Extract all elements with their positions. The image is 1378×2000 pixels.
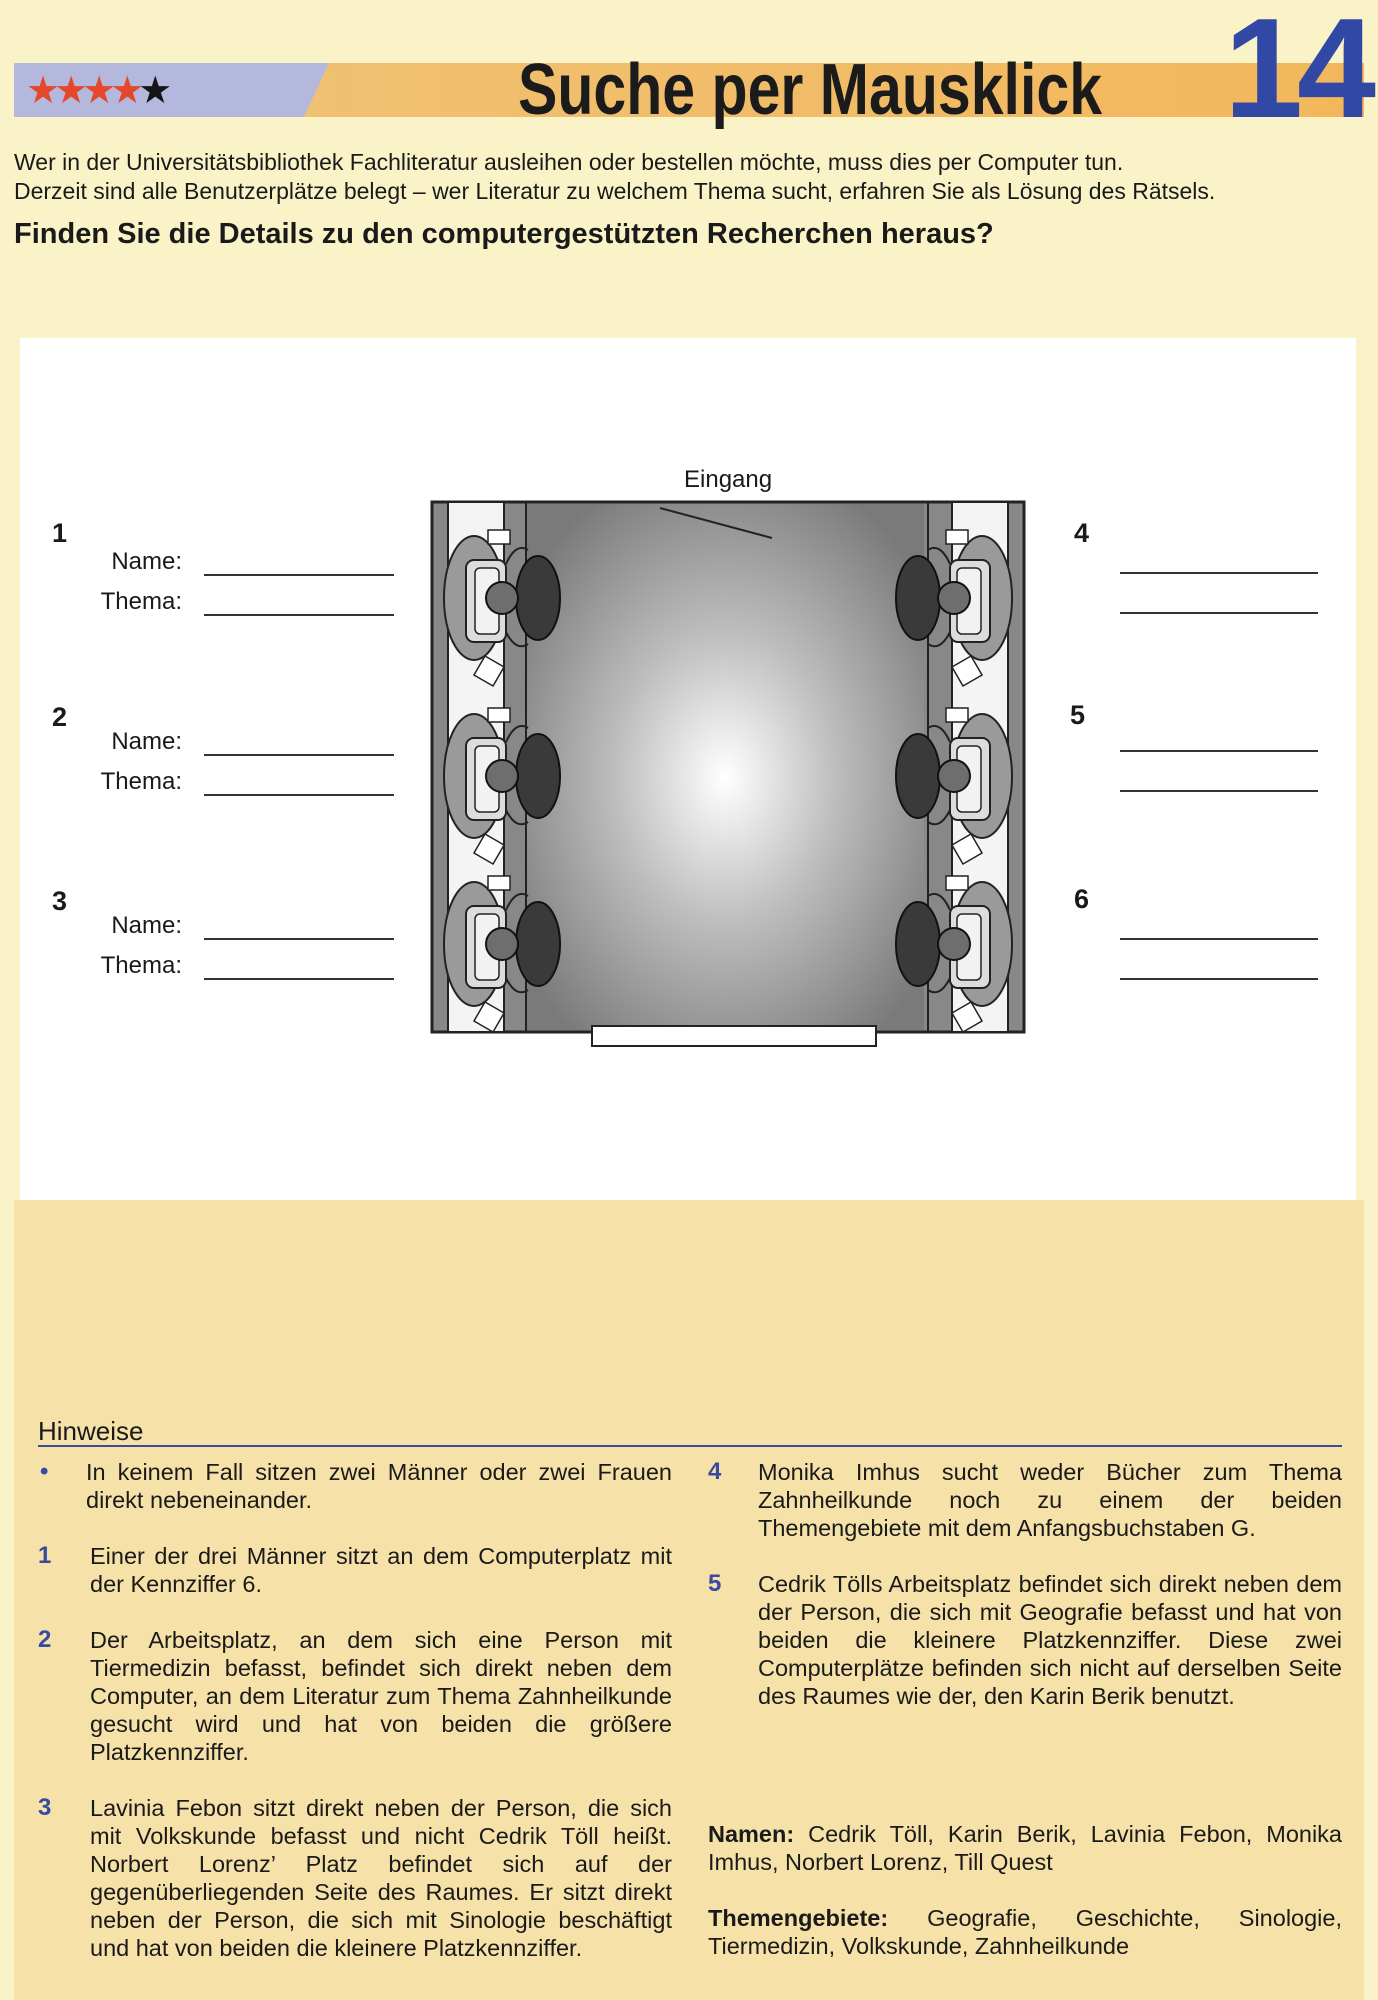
topic-label-3: Thema: [100, 952, 182, 979]
name-answer-line-4[interactable] [1120, 572, 1318, 574]
seat-number-1: 1 [52, 518, 68, 548]
hint-number-2: 2 [38, 1626, 52, 1653]
page-number: 14 [1224, 0, 1370, 148]
topic-answer-line-2[interactable] [204, 794, 394, 796]
topics-list [708, 1904, 1342, 1960]
star-icon: ★ [138, 68, 167, 112]
hint-text-3: Lavinia Febon sitzt direkt neben der Person, die sich mit Volkskunde befasst und nicht Cedrik Töll heißt. Norbert Lorenz’ Platz befindet sich auf der gegenüberliegenden Seite des Raumes. Er sitzt direkt neben der Person, die sich mit Sinologie beschäftigt und hat von beiden die kleinere Platzkennziffer. [90, 1795, 672, 1961]
seat-number-5: 5 [1070, 700, 1086, 730]
seat-number-2: 2 [52, 702, 68, 732]
entrance-label: Eingang [684, 466, 773, 493]
hint-number-4: 4 [708, 1458, 722, 1485]
hints-divider [38, 1445, 1342, 1447]
hint-number-3: 3 [38, 1794, 52, 1821]
seat-number-3: 3 [52, 886, 68, 916]
hint-bullet-icon: • [40, 1458, 49, 1485]
topic-label-1: Thema: [100, 588, 182, 615]
hint-number-5: 5 [708, 1570, 722, 1597]
hint-text-2: Der Arbeitsplatz, an dem sich eine Person mit Tiermedizin befasst, befindet sich direkt neben dem Computer, an dem Literatur zum Thema Zahnheilkunde gesucht wird und hat von beiden die größere Platzkennziffer. [90, 1627, 672, 1765]
topic-answer-line-5[interactable] [1120, 790, 1318, 792]
hint-text-5: Cedrik Tölls Arbeitsplatz befindet sich direkt neben dem der Person, die sich mit Geografie befasst und hat von beiden die kleinere Platzkennziffer. Diese zwei Computerplätze befinden sich nicht auf derselben Seite des Raumes wie der, den Karin Berik benutzt. [758, 1571, 1342, 1709]
page-title: Suche per Mausklick [517, 50, 1103, 130]
topic-answer-line-3[interactable] [204, 978, 394, 980]
topic-label-2: Thema: [100, 768, 182, 795]
name-answer-line-3[interactable] [204, 938, 394, 940]
name-label-2: Name: [111, 728, 182, 755]
name-answer-line-5[interactable] [1120, 750, 1318, 752]
name-label-1: Name: [111, 548, 182, 575]
hint-general: In keinem Fall sitzen zwei Männer oder zwei Frauen direkt nebeneinander. [86, 1459, 672, 1513]
puzzle-question: Finden Sie die Details zu den computergestützten Recherchen heraus? [14, 218, 994, 250]
name-answer-line-6[interactable] [1120, 938, 1318, 940]
intro-line-2: Derzeit sind alle Benutzerplätze belegt – wer Literatur zu welchem Thema sucht, erfahren Sie als Lösung des Rätsels. [14, 178, 1216, 204]
topic-answer-line-4[interactable] [1120, 612, 1318, 614]
names-value: Cedrik Töll, Karin Berik, Lavinia Febon, Monika Imhus, Norbert Lorenz, Till Quest [708, 1821, 1343, 1875]
hint-number-1: 1 [38, 1542, 52, 1569]
topic-answer-line-1[interactable] [204, 614, 394, 616]
room-floorplan [430, 500, 1030, 1055]
topic-answer-line-6[interactable] [1120, 978, 1318, 980]
hints-heading: Hinweise [38, 1416, 144, 1446]
difficulty-stars [26, 70, 166, 110]
seat-number-4: 4 [1074, 518, 1090, 548]
name-label-3: Name: [111, 912, 182, 939]
hint-text-4: Monika Imhus sucht weder Bücher zum Thema Zahnheilkunde noch zu einem der beiden Themengebiete mit dem Anfangsbuchstaben G. [758, 1459, 1342, 1541]
star-icon: ★★★★ [26, 68, 139, 112]
seat-number-6: 6 [1074, 884, 1090, 914]
names-label: Namen: [708, 1821, 795, 1847]
topics-value: Geografie, Geschichte, Sinologie, Tiermedizin, Volkskunde, Zahnheilkunde [708, 1905, 1342, 1959]
name-answer-line-1[interactable] [204, 574, 394, 576]
name-answer-line-2[interactable] [204, 754, 394, 756]
intro-line-1: Wer in der Universitätsbibliothek Fachliteratur ausleihen oder bestellen möchte, muss dies per Computer tun. [14, 149, 1124, 175]
names-list [708, 1820, 1342, 1876]
topics-label: Themengebiete: [708, 1905, 889, 1931]
hint-text-1: Einer der drei Männer sitzt an dem Computerplatz mit der Kennziffer 6. [90, 1543, 672, 1597]
